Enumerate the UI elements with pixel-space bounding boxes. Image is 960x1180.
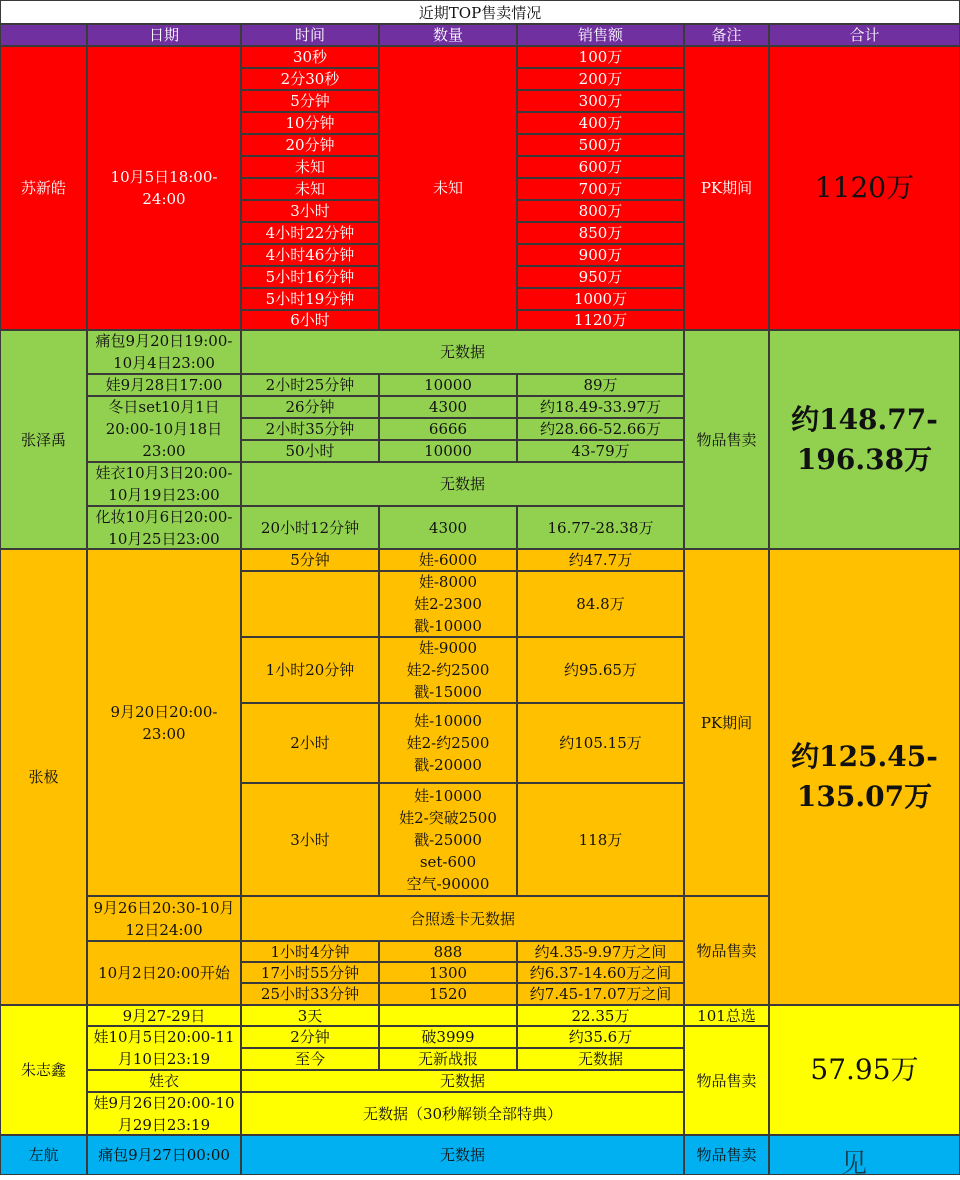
cell-zy-r1: 无数据	[241, 1135, 684, 1175]
cell-zz-name: 张泽禹	[0, 330, 87, 549]
cell-zj-note1: PK期间	[684, 549, 769, 896]
cell-zz-d2: 娃9月28日17:00	[87, 374, 241, 396]
cell-zz-note: 物品售卖	[684, 330, 769, 549]
cell-h3: 数量	[379, 24, 517, 46]
cell-zj-s3: 约95.65万	[517, 637, 684, 703]
cell-zj-s8: 约7.45-17.07万之间	[517, 983, 684, 1005]
cell-zj-r2: 合照透卡无数据	[241, 896, 684, 941]
cell-sx-t7: 未知	[241, 178, 379, 200]
cell-sx-s6: 600万	[517, 156, 684, 178]
cell-zh-s3: 无数据	[517, 1048, 684, 1070]
cell-sx-t4: 10分钟	[241, 112, 379, 134]
cell-zh-name: 朱志鑫	[0, 1005, 87, 1135]
cell-zh-s1: 22.35万	[517, 1005, 684, 1026]
cell-h4: 销售额	[517, 24, 684, 46]
cell-zz-d3: 冬日set10月1日 20:00-10月18日 23:00	[87, 396, 241, 462]
cell-zz-s5: 43-79万	[517, 440, 684, 462]
cell-zy-d1: 痛包9月27日00:00	[87, 1135, 241, 1175]
cell-sx-s4: 400万	[517, 112, 684, 134]
cell-zj-d1: 9月20日20:00- 23:00	[87, 549, 241, 896]
cell-sx-t2: 2分30秒	[241, 68, 379, 90]
cell-zz-t7: 20小时12分钟	[241, 506, 379, 549]
cell-zj-name: 张极	[0, 549, 87, 1005]
cell-sx-t3: 5分钟	[241, 90, 379, 112]
cell-h6: 合计	[769, 24, 960, 46]
cell-zz-s4: 约28.66-52.66万	[517, 418, 684, 440]
cell-zz-d6: 娃衣10月3日20:00- 10月19日23:00	[87, 462, 241, 506]
cell-zj-t8: 25小时33分钟	[241, 983, 379, 1005]
cell-zj-d3: 10月2日20:00开始	[87, 941, 241, 1005]
cell-sx-s9: 850万	[517, 222, 684, 244]
cell-zz-q5: 10000	[379, 440, 517, 462]
cell-sx-t10: 4小时46分钟	[241, 244, 379, 266]
cell-zj-d2: 9月26日20:30-10月 12日24:00	[87, 896, 241, 941]
cell-zj-q6: 888	[379, 941, 517, 962]
cell-zh-d5: 娃9月26日20:00-10 月29日23:19	[87, 1092, 241, 1135]
cell-zz-q7: 4300	[379, 506, 517, 549]
cell-h1: 日期	[87, 24, 241, 46]
cell-zh-s2: 约35.6万	[517, 1026, 684, 1048]
cell-h0	[0, 24, 87, 46]
cell-sx-t11: 5小时16分钟	[241, 266, 379, 288]
cell-zj-t3: 1小时20分钟	[241, 637, 379, 703]
cell-zz-d7: 化妆10月6日20:00- 10月25日23:00	[87, 506, 241, 549]
cell-zz-s2: 89万	[517, 374, 684, 396]
cell-sx-s11: 950万	[517, 266, 684, 288]
cell-h5: 备注	[684, 24, 769, 46]
cell-zj-q8: 1520	[379, 983, 517, 1005]
cell-zh-t2: 2分钟	[241, 1026, 379, 1048]
cell-zh-note2: 物品售卖	[684, 1026, 769, 1135]
cell-zy-note: 物品售卖	[684, 1135, 769, 1175]
cell-zj-q4: 娃-10000 娃2-约2500 戳-20000	[379, 703, 517, 783]
cell-sx-qty: 未知	[379, 46, 517, 330]
cell-sx-total: 1120万	[769, 46, 960, 330]
cell-sx-s5: 500万	[517, 134, 684, 156]
cell-zh-q1	[379, 1005, 517, 1026]
watermark-icon: 见	[840, 1149, 867, 1179]
cell-zh-r5: 无数据（30秒解锁全部特典）	[241, 1092, 684, 1135]
cell-zj-total: 约125.45- 135.07万	[769, 549, 960, 1005]
cell-h2: 时间	[241, 24, 379, 46]
cell-zz-t2: 2小时25分钟	[241, 374, 379, 396]
cell-zh-r4: 无数据	[241, 1070, 684, 1092]
cell-zz-s7: 16.77-28.38万	[517, 506, 684, 549]
cell-sx-name: 苏新皓	[0, 46, 87, 330]
cell-zz-s3: 约18.49-33.97万	[517, 396, 684, 418]
cell-sx-t9: 4小时22分钟	[241, 222, 379, 244]
cell-zj-t1: 5分钟	[241, 549, 379, 571]
cell-zh-d1: 9月27-29日	[87, 1005, 241, 1026]
cell-sx-s2: 200万	[517, 68, 684, 90]
cell-zz-q3: 4300	[379, 396, 517, 418]
cell-sx-note: PK期间	[684, 46, 769, 330]
cell-sx-s13: 1120万	[517, 310, 684, 330]
cell-zz-t3: 26分钟	[241, 396, 379, 418]
cell-sx-s12: 1000万	[517, 288, 684, 310]
cell-zz-d1: 痛包9月20日19:00- 10月4日23:00	[87, 330, 241, 374]
cell-zj-s2: 84.8万	[517, 571, 684, 637]
cell-zj-s5: 118万	[517, 783, 684, 896]
cell-zj-q2: 娃-8000 娃2-2300 戳-10000	[379, 571, 517, 637]
cell-zj-s4: 约105.15万	[517, 703, 684, 783]
cell-zz-t4: 2小时35分钟	[241, 418, 379, 440]
cell-zh-note1: 101总选	[684, 1005, 769, 1026]
cell-zh-d4: 娃衣	[87, 1070, 241, 1092]
cell-zj-s7: 约6.37-14.60万之间	[517, 962, 684, 983]
cell-zz-r6: 无数据	[241, 462, 684, 506]
cell-sx-s7: 700万	[517, 178, 684, 200]
cell-zh-total: 57.95万	[769, 1005, 960, 1135]
cell-zj-q5: 娃-10000 娃2-突破2500 戳-25000 set-600 空气-90000	[379, 783, 517, 896]
cell-sx-date: 10月5日18:00- 24:00	[87, 46, 241, 330]
cell-zh-t1: 3天	[241, 1005, 379, 1026]
cell-zz-t5: 50小时	[241, 440, 379, 462]
cell-zj-s1: 约47.7万	[517, 549, 684, 571]
cell-zz-q4: 6666	[379, 418, 517, 440]
cell-zj-t5: 3小时	[241, 783, 379, 896]
cell-sx-s3: 300万	[517, 90, 684, 112]
cell-zj-t7: 17小时55分钟	[241, 962, 379, 983]
cell-sx-s1: 100万	[517, 46, 684, 68]
cell-zz-total: 约148.77- 196.38万	[769, 330, 960, 549]
cell-sx-t6: 未知	[241, 156, 379, 178]
cell-zh-t3: 至今	[241, 1048, 379, 1070]
cell-sx-t8: 3小时	[241, 200, 379, 222]
cell-zj-q7: 1300	[379, 962, 517, 983]
cell-sx-s10: 900万	[517, 244, 684, 266]
cell-zy-name: 左航	[0, 1135, 87, 1175]
cell-zh-q3: 无新战报	[379, 1048, 517, 1070]
cell-sx-t12: 5小时19分钟	[241, 288, 379, 310]
cell-zz-r1: 无数据	[241, 330, 684, 374]
cell-zz-q2: 10000	[379, 374, 517, 396]
cell-zj-t6: 1小时4分钟	[241, 941, 379, 962]
cell-sx-s8: 800万	[517, 200, 684, 222]
cell-zj-note2: 物品售卖	[684, 896, 769, 1005]
cell-zj-t4: 2小时	[241, 703, 379, 783]
cell-zj-q3: 娃-9000 娃2-约2500 戳-15000	[379, 637, 517, 703]
cell-sx-t13: 6小时	[241, 310, 379, 330]
table-title: 近期TOP售卖情况	[0, 0, 960, 24]
cell-zh-q2: 破3999	[379, 1026, 517, 1048]
cell-sx-t5: 20分钟	[241, 134, 379, 156]
cell-zj-q1: 娃-6000	[379, 549, 517, 571]
cell-zj-s6: 约4.35-9.97万之间	[517, 941, 684, 962]
cell-zh-d2: 娃10月5日20:00-11 月10日23:19	[87, 1026, 241, 1070]
cell-sx-t1: 30秒	[241, 46, 379, 68]
cell-zj-t2	[241, 571, 379, 637]
